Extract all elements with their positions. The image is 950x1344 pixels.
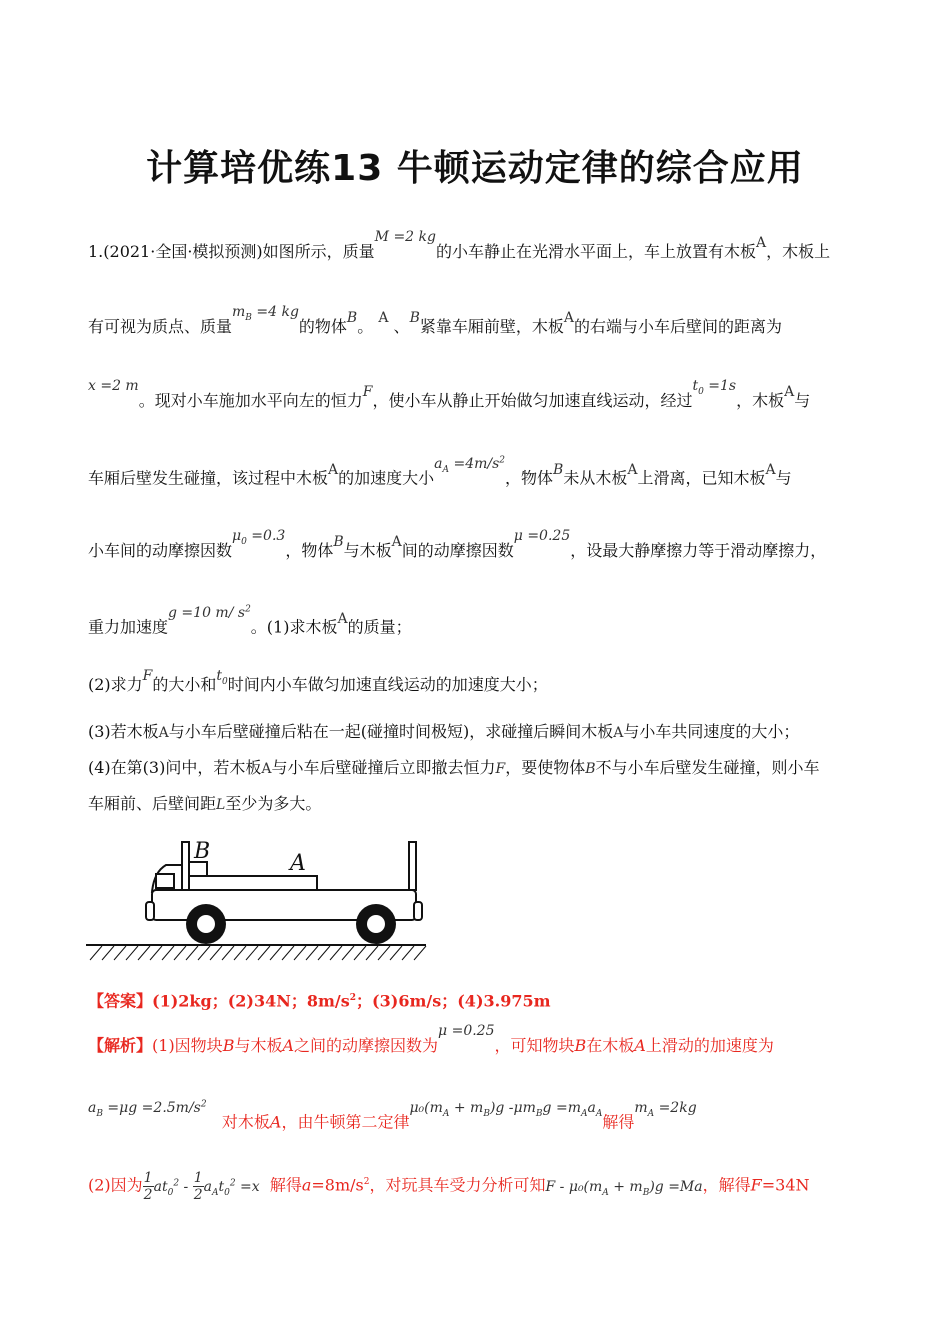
text: 的质量； <box>347 617 412 637</box>
text: ，木板上 <box>766 242 831 261</box>
text: 的物体 <box>298 317 347 336</box>
text: 至少为多大。 <box>225 794 322 813</box>
text: ，使小车从静止开始做匀加速直线运动，经过 <box>372 391 693 410</box>
answer-text: ；(3)6m/s；(4)3.975m <box>356 991 551 1011</box>
math-f: F <box>142 668 153 684</box>
question-line-8 <box>88 722 799 743</box>
ground-hatch <box>90 946 426 960</box>
text: 车厢后壁发生碰撞，该过程中木板 <box>88 468 329 488</box>
math-mu: μ =0.25 <box>438 1023 495 1039</box>
math-a: A <box>337 610 348 627</box>
text: ，木板 <box>736 391 785 410</box>
text: 与 <box>775 468 792 488</box>
question-line-4 <box>88 455 792 495</box>
text: 间的动摩擦因数 <box>401 541 514 560</box>
block-b <box>189 862 207 876</box>
text: 与小车共同速度的大小； <box>623 722 800 741</box>
analysis-line-1: 【解析】(1)因物块B与木板A之间的动摩擦因数为μ =0.25，可知物块B在木板A上滑动的加速度为 <box>88 1023 774 1055</box>
rear-wall <box>409 842 416 890</box>
text: 的加速度大小 <box>338 468 435 488</box>
analysis-line-3: (2)因为 $\frac{1}{2}$ $at_0^2$ - $\frac{1}{2}$ $a_At_0^2 =x$ 解得$a=8m/s^2$，对玩具车受力分析可知$F - \mu_0(m_A + m_B)g =Ma$，解得F=34N <box>88 1170 810 1203</box>
cart-window <box>156 874 174 888</box>
question-line-6 <box>88 604 412 639</box>
question-line-3 <box>88 378 811 418</box>
math-t0: $t_0$ <box>216 668 228 687</box>
rear-bumper <box>414 902 422 920</box>
text: 、 <box>393 317 410 336</box>
math-a: A <box>627 461 638 478</box>
text: 车厢前、后壁间距 <box>88 794 217 813</box>
rear-wheel-hub <box>367 915 385 933</box>
text: 小车间的动摩擦因数 <box>88 541 233 560</box>
math-newton-eq: $\mu_0(m_A + m_B)g$ $-\mu m_Bg =m_Aa_A$ <box>409 1099 603 1119</box>
text: (4)在第(3)问中，若木板 <box>88 758 262 777</box>
math-a: A <box>756 235 767 251</box>
math-a: A <box>378 310 389 326</box>
text: 未从木板 <box>563 468 628 488</box>
math-a: A <box>784 384 795 400</box>
question-line-10 <box>88 794 321 815</box>
text: 与木板 <box>343 541 392 560</box>
cart-figure <box>86 832 436 962</box>
text: (2)求力 <box>88 675 143 694</box>
math-mass-mb: $m_B =4$ kg <box>232 304 299 323</box>
text: 的小车静止在光滑水平面上，车上放置有木板 <box>435 242 756 261</box>
text: 与小车后壁碰撞后立即撤去恒力 <box>271 758 496 777</box>
text: 不与小车后壁发生碰撞，则小车 <box>595 758 820 777</box>
math-kinematics-eq: $\frac{1}{2}$ $at_0^2$ - $\frac{1}{2}$ $a_At_0^2 =x$ <box>143 1170 260 1203</box>
text: 上滑离，已知木板 <box>637 468 766 488</box>
math-a: A <box>613 725 624 741</box>
label-b: B <box>194 839 211 864</box>
text: 。现对小车施加水平向左的恒力 <box>138 391 363 410</box>
answer-line: 【答案】(1)2kg；(2)34N；$8m/s^2$；(3)6m/s；(4)3.975m <box>88 991 551 1011</box>
text: 紧靠车厢前壁，木板 <box>419 317 564 336</box>
text: (3)若木板 <box>88 722 159 741</box>
math-a: A <box>328 461 339 478</box>
answer-text: (1)2kg；(2)34N；8m/s <box>152 991 350 1011</box>
label-a: A <box>290 851 306 876</box>
analysis-tag: 【解析】 <box>88 1036 153 1055</box>
text: 与 <box>794 391 811 410</box>
plank-a <box>189 876 317 890</box>
math-aa: $a_A =4m/s^2$ <box>434 455 506 475</box>
question-line-1 <box>88 229 831 263</box>
math-f: F <box>362 384 373 400</box>
math-b: B <box>553 461 564 478</box>
text: ，物体 <box>285 541 334 560</box>
text: 时间内小车做匀加速直线运动的加速度大小； <box>227 675 548 694</box>
text: 1.(2021·全国·模拟预测)如图所示，质量 <box>88 242 375 261</box>
text: ，物体 <box>505 468 554 488</box>
math-force-eq: $F - \mu_0(m_A + m_B)g =Ma$ <box>545 1178 703 1198</box>
math-ma: $m_A =2kg$ <box>634 1099 697 1119</box>
math-b: B <box>346 310 358 326</box>
math-g: g =10 m/ $s^2$ <box>168 604 251 621</box>
question-line-7 <box>88 668 548 702</box>
math-a: A <box>765 461 776 478</box>
math-a: A <box>391 534 402 550</box>
math-a: A <box>261 761 272 777</box>
math-a: A <box>158 725 169 741</box>
math-a: A <box>563 310 574 326</box>
answer-tag: 【答案】 <box>88 991 153 1011</box>
text: ，设最大静摩擦力等于滑动摩擦力， <box>570 541 827 560</box>
analysis-line-2: $a_B =\mu g =2.5m/s^2$ 对木板A，由牛顿第二定律$\mu_0(m_A + m_B)g$ $-\mu m_Bg =m_Aa_A$解得$m_A =2kg$ <box>88 1099 697 1132</box>
math-x: x =2 m <box>88 378 139 394</box>
text: ，要使物体 <box>505 758 586 777</box>
text: 。(1)求木板 <box>250 617 338 637</box>
question-line-2 <box>88 304 783 344</box>
math-t0: $t_0 =1s$ <box>692 378 737 397</box>
text: 的右端与小车后壁间的距离为 <box>574 317 783 336</box>
question-line-9 <box>88 758 820 779</box>
math-b: B <box>585 761 596 777</box>
page-title: 计算培优练13 牛顿运动定律的综合应用 <box>146 148 804 189</box>
front-wall <box>182 842 189 890</box>
front-wheel-hub <box>197 915 215 933</box>
front-bumper <box>146 902 154 920</box>
math-b: B <box>409 310 420 326</box>
text: 有可视为质点、质量 <box>88 317 233 336</box>
question-line-5 <box>88 528 827 568</box>
math-f: F <box>495 761 506 777</box>
text: 的大小和 <box>152 675 217 694</box>
text: 重力加速度 <box>88 617 169 637</box>
math-l: L <box>216 797 226 813</box>
math-mu0: $\mu_0 =0.3$ <box>232 528 286 547</box>
text: 。 <box>357 317 374 336</box>
math-mu: μ =0.25 <box>513 528 571 544</box>
text: 与小车后壁碰撞后粘在一起(碰撞时间极短)，求碰撞后瞬间木板 <box>168 722 614 741</box>
math-ab: $a_B =\mu g =2.5m/s^2$ <box>88 1099 207 1119</box>
math-mass-m: M =2 kg <box>374 229 436 245</box>
math-b: B <box>333 534 344 550</box>
